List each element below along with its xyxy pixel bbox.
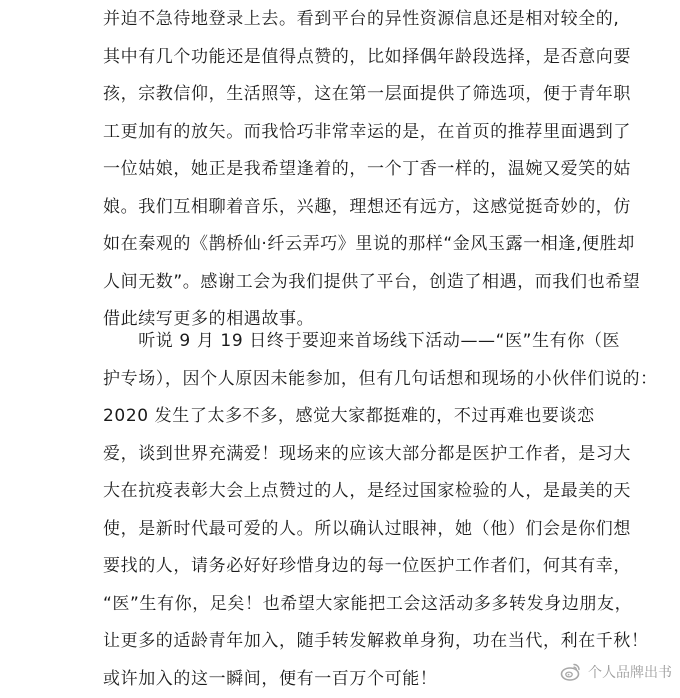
- text-line: 其中有几个功能还是值得点赞的，比如择偶年龄段选择，是否意向要: [103, 39, 583, 77]
- text-line: 护专场），因个人原因未能参加，但有几句话想和现场的小伙伴们说的：: [103, 361, 583, 399]
- watermark-text: 个人品牌出书: [588, 662, 672, 682]
- text-line: 或许加入的这一瞬间，便有一百万个可能！: [103, 661, 583, 698]
- text-line: 2020 发生了太多不多，感觉大家都挺难的，不过再难也要谈恋: [103, 398, 583, 436]
- text-line: 爱，谈到世界充满爱！现场来的应该大部分都是医护工作者，是习大: [103, 436, 583, 474]
- text-line: “医”生有你，足矣！也希望大家能把工会这活动多多转发身边朋友，: [103, 586, 583, 624]
- text-line: 借此续写更多的相遇故事。: [103, 301, 583, 339]
- text-line: 工更加有的放矢。而我恰巧非常幸运的是，在首页的推荐里面遇到了: [103, 114, 583, 152]
- text-line: 一位姑娘，她正是我希望逢着的，一个丁香一样的，温婉又爱笑的姑: [103, 151, 583, 189]
- text-line: 大在抗疫表彰大会上点赞过的人，是经过国家检验的人，是最美的天: [103, 473, 583, 511]
- text-line: 娘。我们互相聊着音乐，兴趣，理想还有远方，这感觉挺奇妙的，仿: [103, 189, 583, 227]
- text-line: 孩，宗教信仰，生活照等，这在第一层面提供了筛选项，便于青年职: [103, 76, 583, 114]
- text-line: 并迫不急待地登录上去。看到平台的异性资源信息还是相对较全的,: [103, 1, 583, 39]
- text-line: 使，是新时代最可爱的人。所以确认过眼神，她（他）们会是你们想: [103, 511, 583, 549]
- text-line: 让更多的适龄青年加入，随手转发解救单身狗，功在当代，利在千秋！: [103, 623, 583, 661]
- weibo-logo-icon: [560, 661, 582, 683]
- text-line: 听说 9 月 19 日终于要迎来首场线下活动——“医”生有你（医: [103, 323, 583, 361]
- text-line: 如在秦观的《鹊桥仙·纤云弄巧》里说的那样“金风玉露一相逢,便胜却: [103, 226, 583, 264]
- paragraph-1: [103, 1, 583, 339]
- paragraph-2: [103, 323, 583, 698]
- text-line: 人间无数”。感谢工会为我们提供了平台，创造了相遇，而我们也希望: [103, 264, 583, 302]
- watermark: [560, 659, 672, 685]
- text-line: 要找的人，请务必好好珍惜身边的每一位医护工作者们，何其有幸，: [103, 548, 583, 586]
